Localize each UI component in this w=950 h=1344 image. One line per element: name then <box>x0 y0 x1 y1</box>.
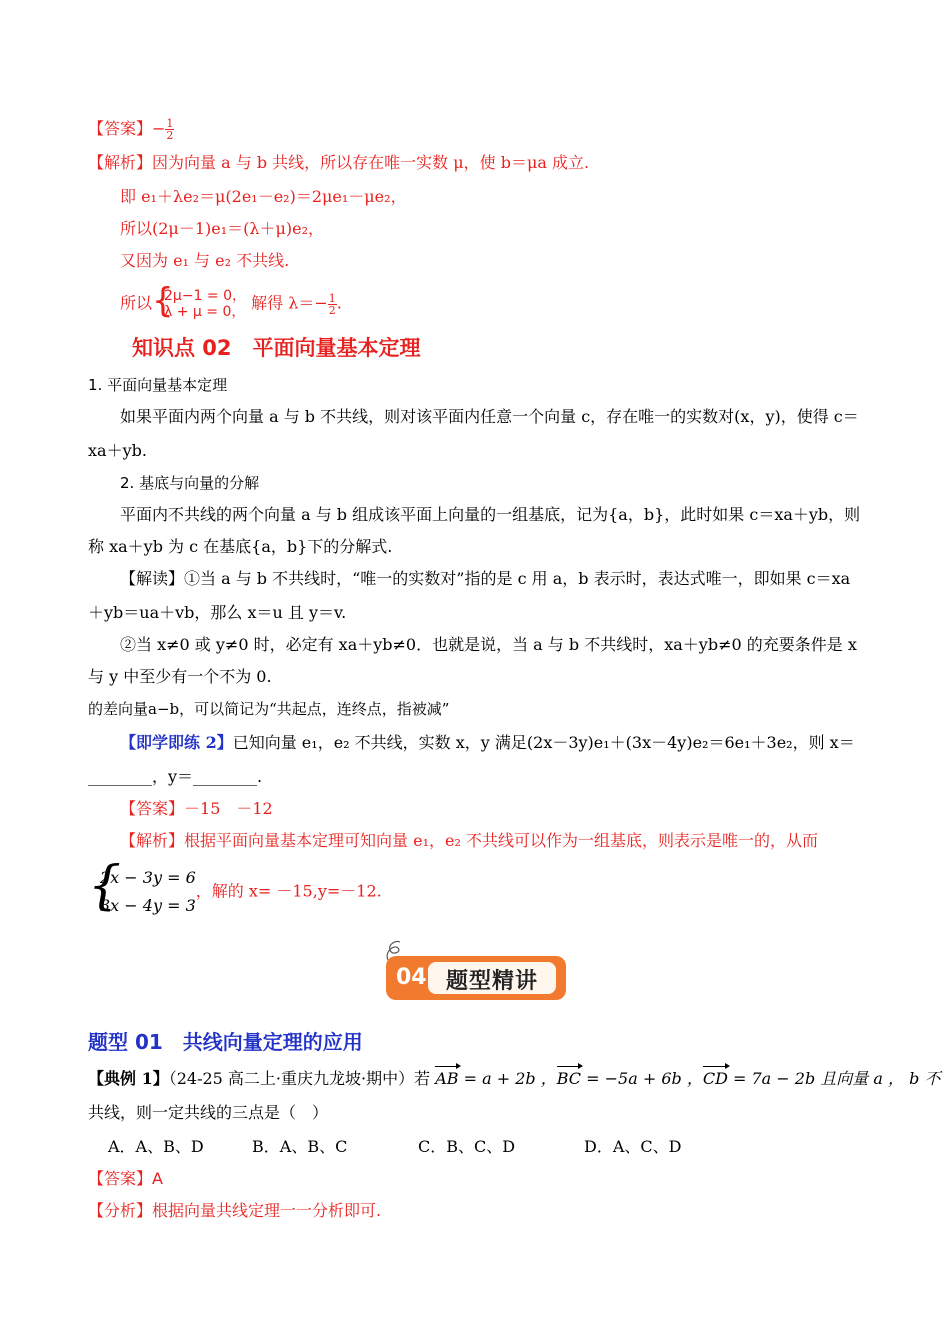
practice-sys-row-1: 2x − 3y = 6 <box>100 868 196 887</box>
practice-system-line <box>88 856 382 920</box>
analysis-text: 因为向量 a 与 b 共线，所以存在唯一实数 μ，使 b＝μa 成立. <box>152 153 590 172</box>
practice-analysis <box>120 830 818 852</box>
vector-cd: CD <box>702 1069 728 1088</box>
system-row-2: λ + μ = 0， <box>164 304 246 320</box>
example-answer-value: A <box>152 1169 163 1188</box>
basis-para-line-2: 称 xa＋yb 为 c 在基底{a，b}下的分解式. <box>88 537 393 556</box>
cd-equation: = 7a − 2b 且向量 a ， b 不 <box>727 1069 941 1088</box>
step4-prefix: 所以 <box>120 293 153 313</box>
example-line-1 <box>88 1068 940 1090</box>
banner-number: 04 <box>396 965 427 990</box>
practice-analysis-text: 根据平面向量基本定理可知向量 e₁，e₂ 不共线可以作为一组基底，则表示是唯一的，从而 <box>184 831 818 850</box>
example-tag: 【典例 1】 <box>88 1069 169 1088</box>
practice-tag: 【即学即练 2】 <box>120 733 233 752</box>
vector-ab: AB <box>435 1069 459 1088</box>
practice-answer-tag: 【答案】 <box>120 799 185 818</box>
banner-label: 题型精讲 <box>446 969 539 994</box>
example-analysis-tag: 【分析】 <box>88 1201 153 1220</box>
answer-line-1 <box>88 118 174 141</box>
ab-equation: = a + 2b ， <box>458 1069 557 1088</box>
option-a: A．A、B、D <box>108 1137 204 1156</box>
bc-equation: = −5a + 6b ， <box>581 1069 703 1088</box>
type-01-title: 题型 01 共线向量定理的应用 <box>88 1030 363 1054</box>
practice-line-2: ________，y＝________. <box>88 767 263 786</box>
answer-sign: − <box>152 119 166 138</box>
analysis-step-1: 即 e₁＋λe₂＝μ(2e₁－e₂)＝2μe₁－μe₂， <box>120 187 407 206</box>
example-line-2: 共线，则一定共线的三点是（ ） <box>88 1103 329 1122</box>
analysis-tag: 【解析】 <box>88 153 153 172</box>
system-row-1: 2μ−1 = 0， <box>164 288 247 304</box>
step4-solve: 解得 λ＝− <box>251 293 328 313</box>
heading-basis: 2. 基底与向量的分解 <box>120 474 260 492</box>
interpretation-line-4: 与 y 中至少有一个不为 0. <box>88 667 272 686</box>
theorem-para-line-2: xa＋yb. <box>88 441 147 460</box>
knowledge-point-title: 知识点 02 平面向量基本定理 <box>132 336 421 360</box>
section-banner <box>386 956 566 1000</box>
heading-theorem: 1. 平面向量基本定理 <box>88 376 228 394</box>
example-answer <box>88 1168 163 1190</box>
difference-vector-note: 的差向量a−b，可以简记为“共起点，连终点，指被减” <box>88 700 450 718</box>
example-analysis <box>88 1200 381 1222</box>
example-analysis-text: 根据向量共线定理一一分析即可. <box>152 1201 382 1220</box>
example-answer-tag: 【答案】 <box>88 1169 153 1188</box>
option-b: B．A、B、C <box>252 1137 348 1156</box>
interpretation-line-2: ＋yb＝ua＋vb，那么 x＝u 且 y＝v. <box>88 603 347 622</box>
equation-system-2: { 2x − 3y = 6 3x − 4y = 3 <box>88 864 196 920</box>
practice-sys-row-2: 3x − 4y = 3 <box>100 896 196 915</box>
practice-line-1 <box>120 732 855 754</box>
lambda-fraction: $\frac{1}{2}$ <box>328 291 336 317</box>
practice-answer <box>120 798 273 820</box>
analysis-line-1 <box>88 152 589 174</box>
practice-question: 已知向量 e₁，e₂ 不共线，实数 x，y 满足(2x－3y)e₁＋(3x－4y)e₂＝6e₁＋3e₂，则 x＝ <box>232 733 855 752</box>
option-d: D．A、C、D <box>584 1137 682 1156</box>
theorem-para-line-1: 如果平面内两个向量 a 与 b 不共线，则对该平面内任意一个向量 c，存在唯一的实数对(x，y)，使得 c＝ <box>120 407 859 426</box>
equation-system-1: { 2μ−1 = 0， λ + μ = 0， <box>152 281 247 321</box>
interpretation-line-3: ②当 x≠0 或 y≠0 时，必定有 xa＋yb≠0．也就是说，当 a 与 b 不共线时，xa＋yb≠0 的充要条件是 x <box>120 635 857 654</box>
analysis-step-4 <box>120 281 342 321</box>
answer-tag: 【答案】 <box>88 119 153 138</box>
option-c: C．B、C、D <box>418 1137 516 1156</box>
vector-bc: BC <box>556 1069 582 1088</box>
practice-analysis-tag: 【解析】 <box>120 831 185 850</box>
step4-end: . <box>336 293 342 313</box>
basis-para-line-1: 平面内不共线的两个向量 a 与 b 组成该平面上向量的一组基底，记为{a，b}，此时如果 c＝xa＋yb，则 <box>120 505 861 524</box>
answer-fraction: $\frac{1}{2}$ <box>166 117 174 142</box>
practice-answer-value: －15 －12 <box>184 799 273 818</box>
interpretation-line-1: 【解读】①当 a 与 b 不共线时，“唯一的实数对”指的是 c 用 a，b 表示时，表达式唯一，即如果 c＝xa <box>120 569 851 588</box>
practice-solve: ，解的 x= －15,y=－12. <box>195 881 382 901</box>
analysis-step-3: 又因为 e₁ 与 e₂ 不共线. <box>120 251 290 270</box>
example-source: （24-25 高二上·重庆九龙坡·期中）若 <box>168 1069 436 1088</box>
analysis-step-2: 所以(2μ－1)e₁＝(λ＋μ)e₂， <box>120 219 325 238</box>
